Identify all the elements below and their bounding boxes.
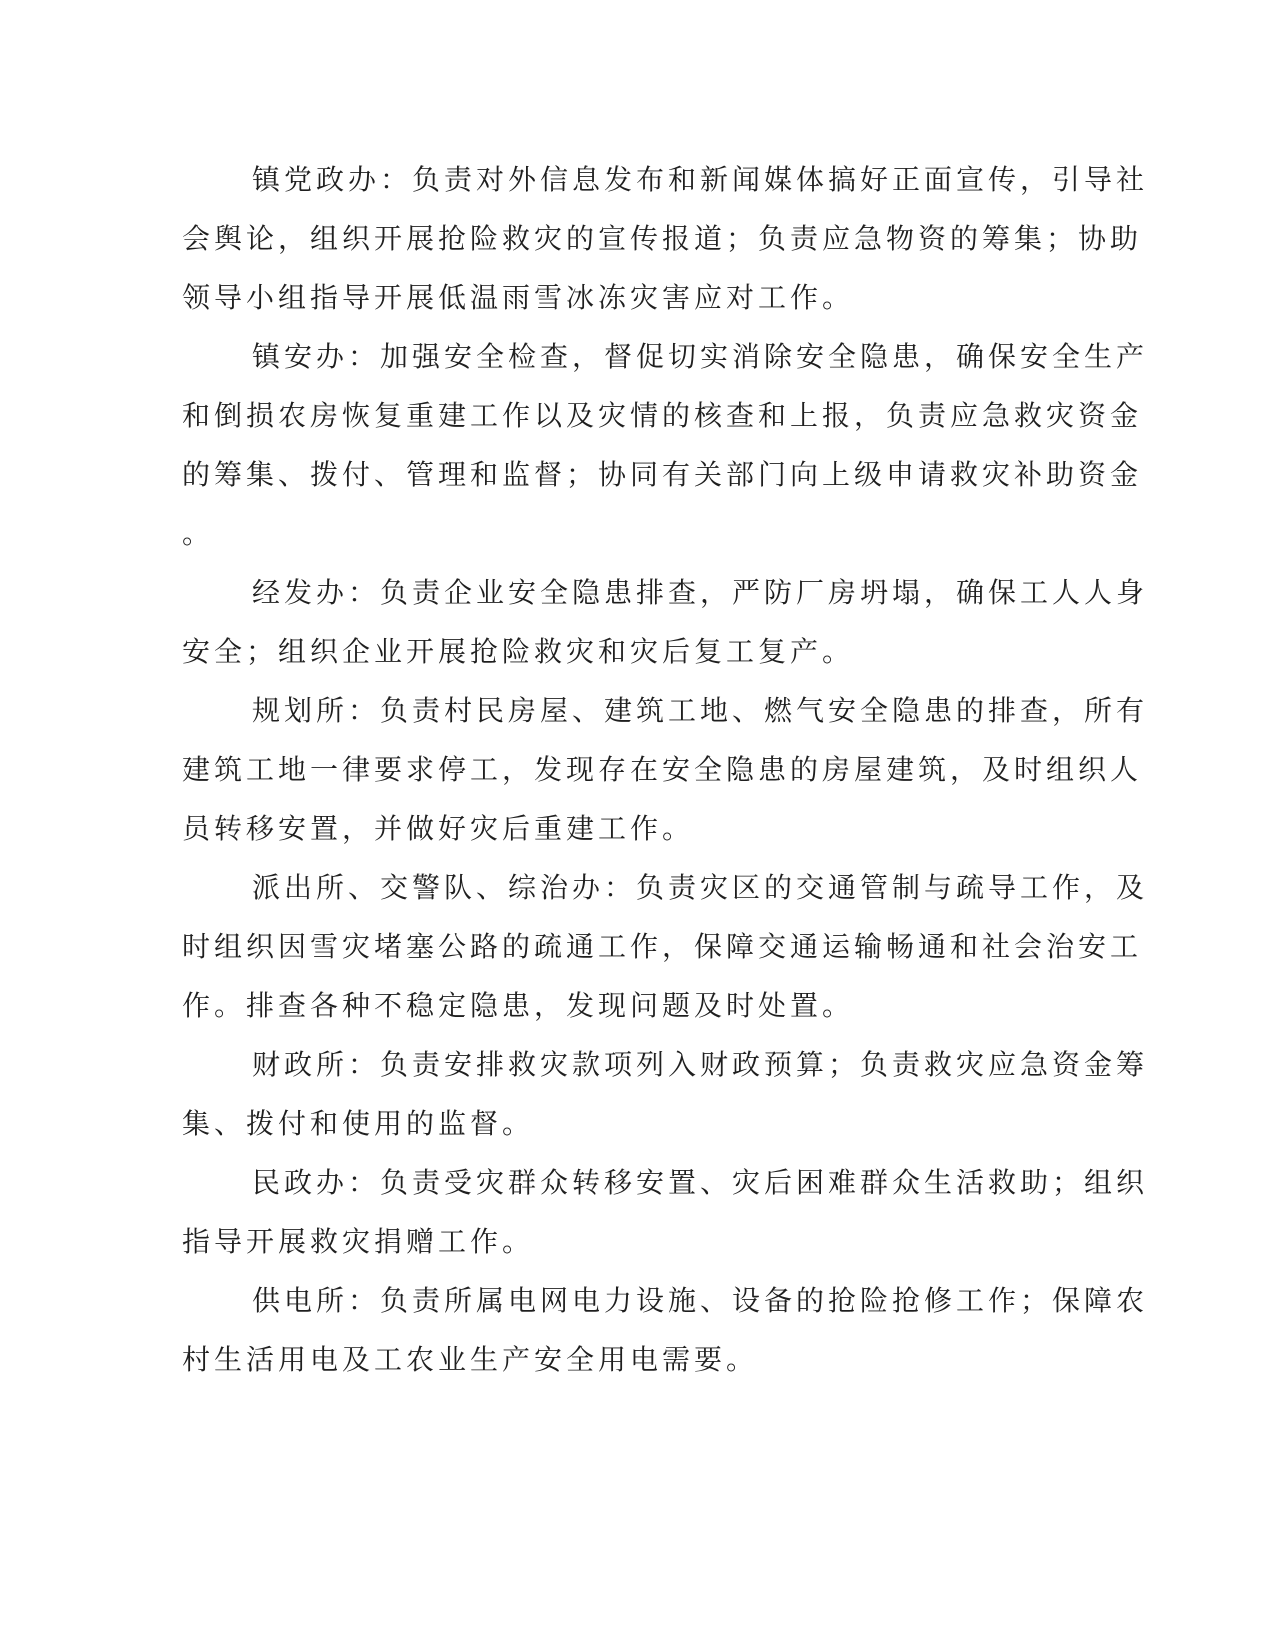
paragraph-party-office-line-1: 镇党政办：负责对外信息发布和新闻媒体搞好正面宣传，引导社 bbox=[252, 163, 1149, 196]
paragraph-planning-office-line-2: 建筑工地一律要求停工，发现存在安全隐患的房屋建筑，及时组织人 bbox=[182, 753, 1143, 786]
paragraph-safety-office-line-2: 和倒损农房恢复重建工作以及灾情的核查和上报，负责应急救灾资金 bbox=[182, 399, 1143, 432]
paragraph-economic-office-line-2: 安全；组织企业开展抢险救灾和灾后复工复产。 bbox=[182, 635, 855, 668]
paragraph-party-office-line-2: 会舆论，组织开展抢险救灾的宣传报道；负责应急物资的筹集；协助 bbox=[182, 222, 1143, 255]
paragraph-safety-office-line-4: 。 bbox=[182, 517, 215, 550]
paragraph-power-supply-line-1: 供电所：负责所属电网电力设施、设备的抢险抢修工作；保障农 bbox=[252, 1284, 1149, 1317]
paragraph-police-line-3: 作。排查各种不稳定隐患，发现问题及时处置。 bbox=[182, 989, 855, 1022]
paragraph-planning-office-line-3: 员转移安置，并做好灾后重建工作。 bbox=[182, 812, 695, 845]
paragraph-planning-office-line-1: 规划所：负责村民房屋、建筑工地、燃气安全隐患的排查，所有 bbox=[252, 694, 1149, 727]
paragraph-police-line-2: 时组织因雪灾堵塞公路的疏通工作，保障交通运输畅通和社会治安工 bbox=[182, 930, 1143, 963]
paragraph-police-line-1: 派出所、交警队、综治办：负责灾区的交通管制与疏导工作，及 bbox=[252, 871, 1149, 904]
paragraph-economic-office-line-1: 经发办：负责企业安全隐患排查，严防厂房坍塌，确保工人人身 bbox=[252, 576, 1149, 609]
paragraph-power-supply-line-2: 村生活用电及工农业生产安全用电需要。 bbox=[182, 1343, 759, 1376]
document-body bbox=[182, 150, 1149, 1389]
paragraph-finance-line-2: 集、拨付和使用的监督。 bbox=[182, 1107, 535, 1140]
paragraph-safety-office-line-1: 镇安办：加强安全检查，督促切实消除安全隐患，确保安全生产 bbox=[252, 340, 1149, 373]
paragraph-safety-office-line-3: 的筹集、拨付、管理和监督；协同有关部门向上级申请救灾补助资金 bbox=[182, 458, 1143, 491]
paragraph-civil-affairs-line-2: 指导开展救灾捐赠工作。 bbox=[182, 1225, 535, 1258]
paragraph-finance-line-1: 财政所：负责安排救灾款项列入财政预算；负责救灾应急资金筹 bbox=[252, 1048, 1149, 1081]
paragraph-party-office-line-3: 领导小组指导开展低温雨雪冰冻灾害应对工作。 bbox=[182, 281, 855, 314]
paragraph-civil-affairs-line-1: 民政办：负责受灾群众转移安置、灾后困难群众生活救助；组织 bbox=[252, 1166, 1149, 1199]
